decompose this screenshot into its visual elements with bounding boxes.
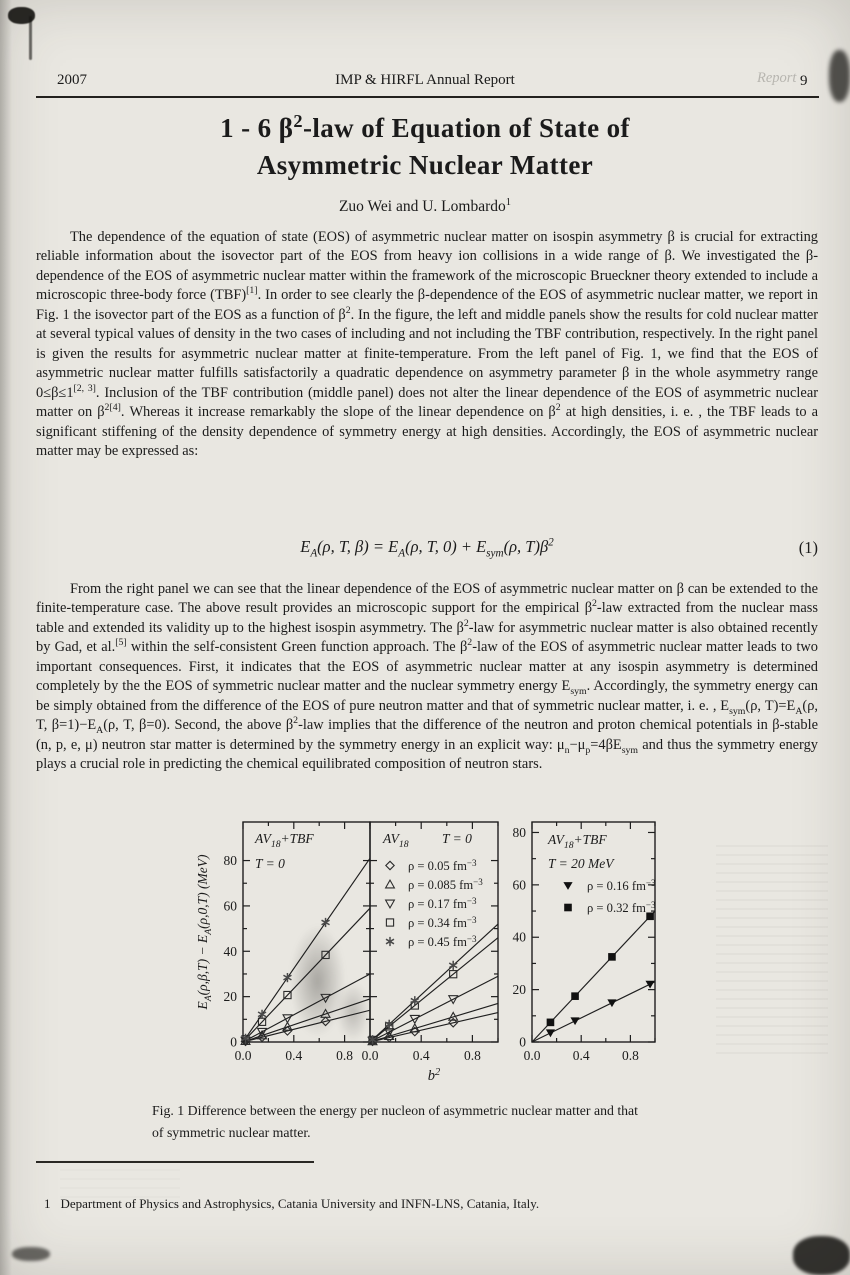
header-page-number: 9 bbox=[800, 73, 808, 89]
figure-caption-line1: Fig. 1 Difference between the energy per nucleon of asymmetric nuclear matter and that bbox=[152, 1103, 639, 1118]
footnote-marker: 1 bbox=[44, 1196, 51, 1211]
scan-mark-left bbox=[29, 16, 32, 60]
article-authors: Zuo Wei and U. Lombardo$^1$ bbox=[338, 196, 512, 215]
equation-row bbox=[36, 536, 818, 560]
svg-text:0.8: 0.8 bbox=[621, 1048, 639, 1063]
svg-text:ρ = 0.32 fm−3: ρ = 0.32 $fm^{-3}$ bbox=[587, 899, 656, 915]
svg-text:T = 0: T = 0 bbox=[442, 831, 472, 846]
svg-text:T = 20 MeV: T = 20 MeV bbox=[548, 856, 614, 871]
body-paragraph-2: From the right panel we can see that the linear dependence of the EOS of asymmetric nuclear matter on β can be extended to the finite-temperature case. The above result provides an microscopic support for the empirical $\beta^2$-law extracted from the nuclear mass table and extended its validity up to the highest isospin asymmetry. The $\beta^2$-law for asymmetric nuclear matter is also obtained recently by Gad, et al.[5] within the self-consistent Green function approach. The $\beta^2$-law of the EOS of asymmetric nuclear matter leads to two important consequences. First, it indicates that the EOS of asymmetric nuclear matter at any isospin asymmetry is determined completely by the the EOS of symmetric nuclear matter and the nuclear symmetry energy $E_{sym}$. Accordingly, the symmetry energy can be simply obtained from the difference of the EOS of pure neutron matter and that of symmetric nuclear matter, i. e. , $E_{sym}(\rho$, $T)=E_A(\rho$, T, $\beta=1)-E_A(\rho$, T, β=0). Second, the above $\beta^2$-law implies that the difference of the neutron and proton chemical potentials in β-stable (n, p, e, μ) neutron star matter is determined by the symmetry energy in an explicit way: $\mu_n-\mu_p=4\beta E_{sym}$ and thus the symmetry energy plays a crucial role in predicting the chemical equilibrated composition of neutron stars. bbox=[36, 581, 818, 773]
svg-text:0.0: 0.0 bbox=[361, 1048, 379, 1063]
article-title-line2: Asymmetric Nuclear Matter bbox=[256, 150, 594, 180]
svg-text:ρ = 0.17 fm−3: ρ = 0.17 $fm^{-3}$ bbox=[408, 895, 477, 911]
header-year: 2007 bbox=[57, 72, 87, 88]
scan-blot-bottom-right bbox=[793, 1236, 850, 1275]
svg-text:80: 80 bbox=[223, 853, 237, 869]
footnote bbox=[44, 1196, 814, 1212]
article-title-line1: 1 - 6 $\beta^2$-law of Equation of State of bbox=[220, 111, 630, 143]
svg-text:40: 40 bbox=[512, 929, 526, 945]
body-paragraph-1: The dependence of the equation of state (EOS) of asymmetric nuclear matter on isospin asymmetry β is crucial for extracting reliable information about the isovector part of the EOS from heavy ion collisions in a wide range of β. We investigated the β-dependence of the EOS of asymmetric nuclear matter within the framework of the microscopic Brueckner theory extended to include a microscopic three-body force (TBF)[1]. In order to see clearly the β-dependence of the EOS of asymmetric nuclear matter, we report in Fig. 1 the isovector part of the EOS as a function of $\beta^2$. In the figure, the left and middle panels show the results for cold nuclear matter at several typical values of density in the two cases of including and not including the TBF contribution, respectively. In the right panel is given the results for asymmetric nuclear matter at finite-temperature. From the left panel of Fig. 1, we find that the EOS of asymmetric nuclear matter fulfills satisfactorily a quadratic dependence on asymmetry parameter β in the whole asymmetry range 0≤β≤1[2, 3]. Inclusion of the TBF contribution (middle panel) does not alter the linear dependence of the EOS of asymmetric nuclear matter on $\beta^{2[4]}$. Whereas it increase remarkably the slope of the linear dependence on $\beta^2$ at high densities, i. e. , the TBF leads to a significant stiffening of the density dependence of symmetry energy at high densities. Accordingly, the EOS of asymmetric nuclear matter may be expressed as: bbox=[36, 229, 819, 459]
svg-text:0.0: 0.0 bbox=[523, 1048, 541, 1063]
bleed-through-lines-2 bbox=[60, 1160, 180, 1200]
svg-text:0.8: 0.8 bbox=[463, 1048, 481, 1063]
bleed-through-lines bbox=[716, 845, 828, 1060]
bleed-through-text: Report bbox=[757, 70, 797, 86]
svg-text:AV18: $AV_{18}$ bbox=[383, 831, 409, 850]
svg-text:60: 60 bbox=[512, 877, 526, 893]
svg-text:80: 80 bbox=[512, 824, 526, 840]
figure-1-chart bbox=[192, 812, 722, 1090]
svg-text:ρ = 0.16 fm−3: ρ = 0.16 $fm^{-3}$ bbox=[587, 877, 656, 893]
svg-text:EA(ρ,β,T) − EA(ρ,0,T) (MeV): $E_A(\rho,\beta,T) - E_A(\rho,0,T)$ (MeV) bbox=[195, 854, 214, 1010]
scan-edge-shadow bbox=[0, 0, 12, 1275]
svg-text:ρ = 0.05 fm−3: ρ = 0.05 $fm^{-3}$ bbox=[408, 857, 477, 873]
svg-text:0: 0 bbox=[230, 1034, 237, 1050]
header-journal-title: IMP & HIRFL Annual Report bbox=[335, 72, 515, 88]
footnote-rule bbox=[36, 1161, 314, 1163]
svg-text:b2: $b^2$ bbox=[427, 1067, 441, 1084]
svg-text:ρ = 0.085 fm−3: ρ = 0.085 $fm^{-3}$ bbox=[408, 876, 483, 892]
svg-text:0.8: 0.8 bbox=[336, 1048, 354, 1063]
svg-text:20: 20 bbox=[223, 989, 237, 1005]
svg-text:0.0: 0.0 bbox=[234, 1048, 252, 1063]
equation-1: $E_A(\rho$, T, $\beta) = E_A(\rho$, T, $0) + E_{sym}(\rho$, $T)\beta^2$ bbox=[300, 536, 554, 560]
svg-text:0: 0 bbox=[519, 1034, 526, 1050]
figure-caption bbox=[152, 1100, 727, 1143]
svg-text:AV18+TBF: $AV_{18}+TBF$ bbox=[255, 831, 314, 850]
scan-blot-bottom-left bbox=[12, 1247, 50, 1261]
equation-number: (1) bbox=[798, 538, 818, 557]
svg-text:AV18+TBF: $AV_{18}+TBF$ bbox=[548, 832, 607, 851]
figure-caption-line2: of symmetric nuclear matter. bbox=[152, 1124, 311, 1140]
svg-text:ρ = 0.34 fm−3: ρ = 0.34 $fm^{-3}$ bbox=[408, 914, 477, 930]
svg-text:60: 60 bbox=[223, 898, 237, 914]
svg-text:40: 40 bbox=[223, 943, 237, 959]
svg-text:0.4: 0.4 bbox=[572, 1048, 590, 1063]
svg-text:T = 0: T = 0 bbox=[255, 856, 285, 871]
svg-text:0.4: 0.4 bbox=[412, 1048, 430, 1063]
svg-text:20: 20 bbox=[512, 982, 526, 998]
header-rule bbox=[36, 96, 819, 98]
svg-text:0.4: 0.4 bbox=[285, 1048, 303, 1063]
footnote-text: Department of Physics and Astrophysics, Catania University and INFN-LNS, Catania, Italy. bbox=[60, 1196, 540, 1211]
svg-text:ρ = 0.45 fm−3: ρ = 0.45 $fm^{-3}$ bbox=[408, 933, 477, 949]
